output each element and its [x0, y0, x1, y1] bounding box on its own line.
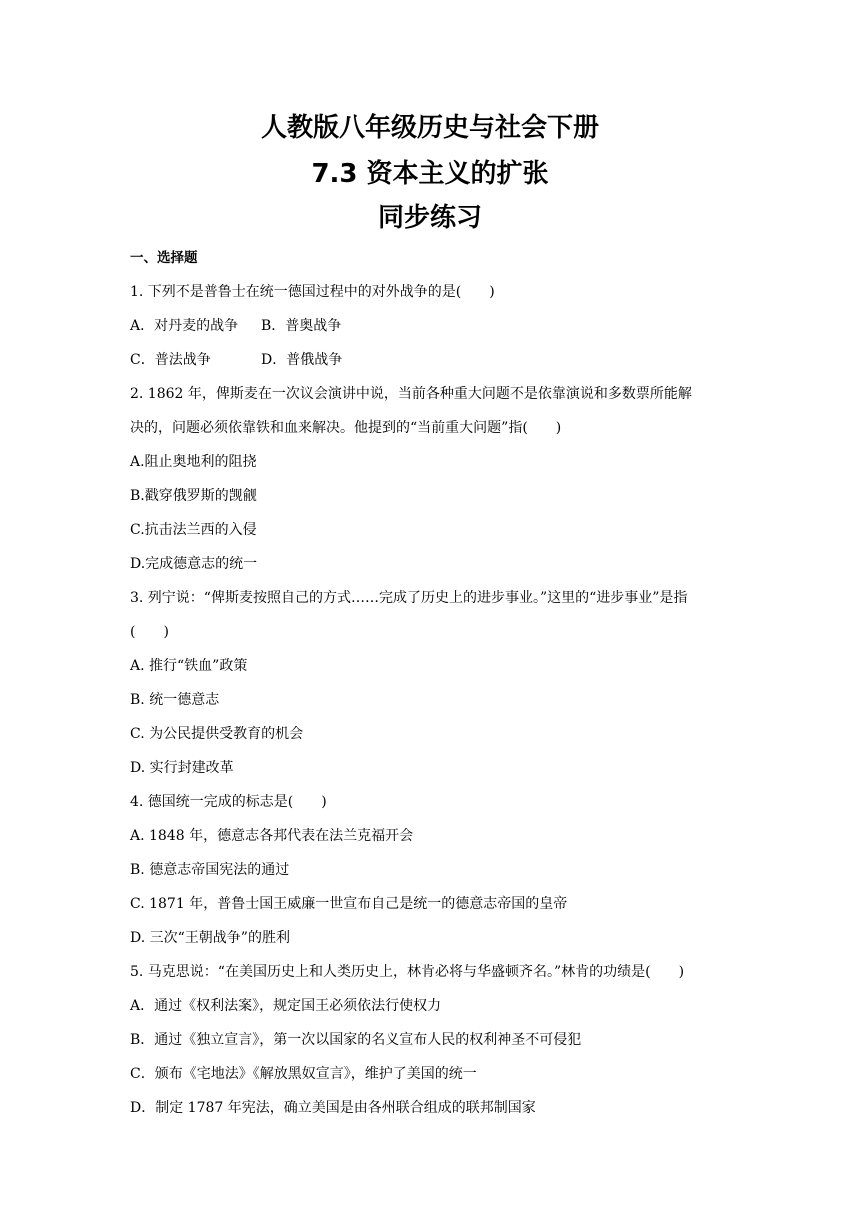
question-stem: 2. 1862 年，俾斯麦在一次议会演讲中说，当前各种重大问题不是依靠演说和多数票所能解: [130, 386, 692, 402]
option-row: [130, 343, 740, 377]
question-3: [130, 581, 740, 785]
option-a: A. 推行“铁血”政策: [130, 658, 248, 674]
question-stem: 4. 德国统一完成的标志是( ): [130, 794, 327, 810]
question-stem: 1. 下列不是普鲁士在统一德国过程中的对外战争的是( ): [130, 284, 495, 300]
option-c: C．普法战争: [130, 352, 211, 368]
option-row: [130, 309, 740, 343]
lesson-title: 7.3 资本主义的扩张: [311, 159, 549, 189]
question-stem-continued: 决的，问题必须依靠铁和血来解决。他提到的“当前重大问题”指( ): [130, 420, 562, 436]
option-c: C. 1871 年，普鲁士国王威廉一世宣布自己是统一的德意志帝国的皇帝: [130, 896, 568, 912]
question-stem-continued: ( ): [130, 624, 169, 640]
option-c: C.抗击法兰西的入侵: [130, 522, 257, 538]
question-list: [130, 241, 740, 1125]
option-b: B.戳穿俄罗斯的觊觎: [130, 488, 257, 504]
option-d: D.完成德意志的统一: [130, 556, 258, 572]
option-d: D. 实行封建改革: [130, 760, 234, 776]
question-1: [130, 275, 740, 377]
option-d: D．普俄战争: [261, 352, 343, 368]
question-stem: 5. 马克思说：“在美国历史上和人类历史上，林肯必将与华盛顿齐名。”林肯的功绩是( ): [130, 964, 685, 980]
option-b: B．通过《独立宣言》，第一次以国家的名义宣布人民的权利神圣不可侵犯: [130, 1032, 582, 1048]
option-c: C. 为公民提供受教育的机会: [130, 726, 304, 742]
option-a: A. 1848 年，德意志各邦代表在法兰克福开会: [130, 828, 414, 844]
option-c: C．颁布《宅地法》《解放黑奴宣言》，维护了美国的统一: [130, 1066, 477, 1082]
question-4: [130, 785, 740, 955]
option-a: A.阻止奥地利的阻挠: [130, 454, 257, 470]
option-b: B. 德意志帝国宪法的通过: [130, 862, 290, 878]
document-title: 人教版八年级历史与社会下册: [260, 113, 599, 143]
question-5: [130, 955, 740, 1125]
option-a: A．通过《权利法案》，规定国王必须依法行使权力: [130, 998, 442, 1014]
option-a: A．对丹麦的战争: [130, 318, 239, 334]
section-heading: 一、选择题: [130, 250, 198, 266]
question-stem: 3. 列宁说：“俾斯麦按照自己的方式……完成了历史上的进步事业。”这里的“进步事业”是指: [130, 590, 688, 606]
option-b: B. 统一德意志: [130, 692, 220, 708]
option-d: D．制定 1787 年宪法，确立美国是由各州联合组成的联邦制国家: [130, 1100, 536, 1116]
question-2: [130, 377, 740, 581]
option-b: B．普奥战争: [261, 318, 342, 334]
option-d: D. 三次“王朝战争”的胜利: [130, 930, 290, 946]
exercise-type-title: 同步练习: [377, 203, 482, 233]
